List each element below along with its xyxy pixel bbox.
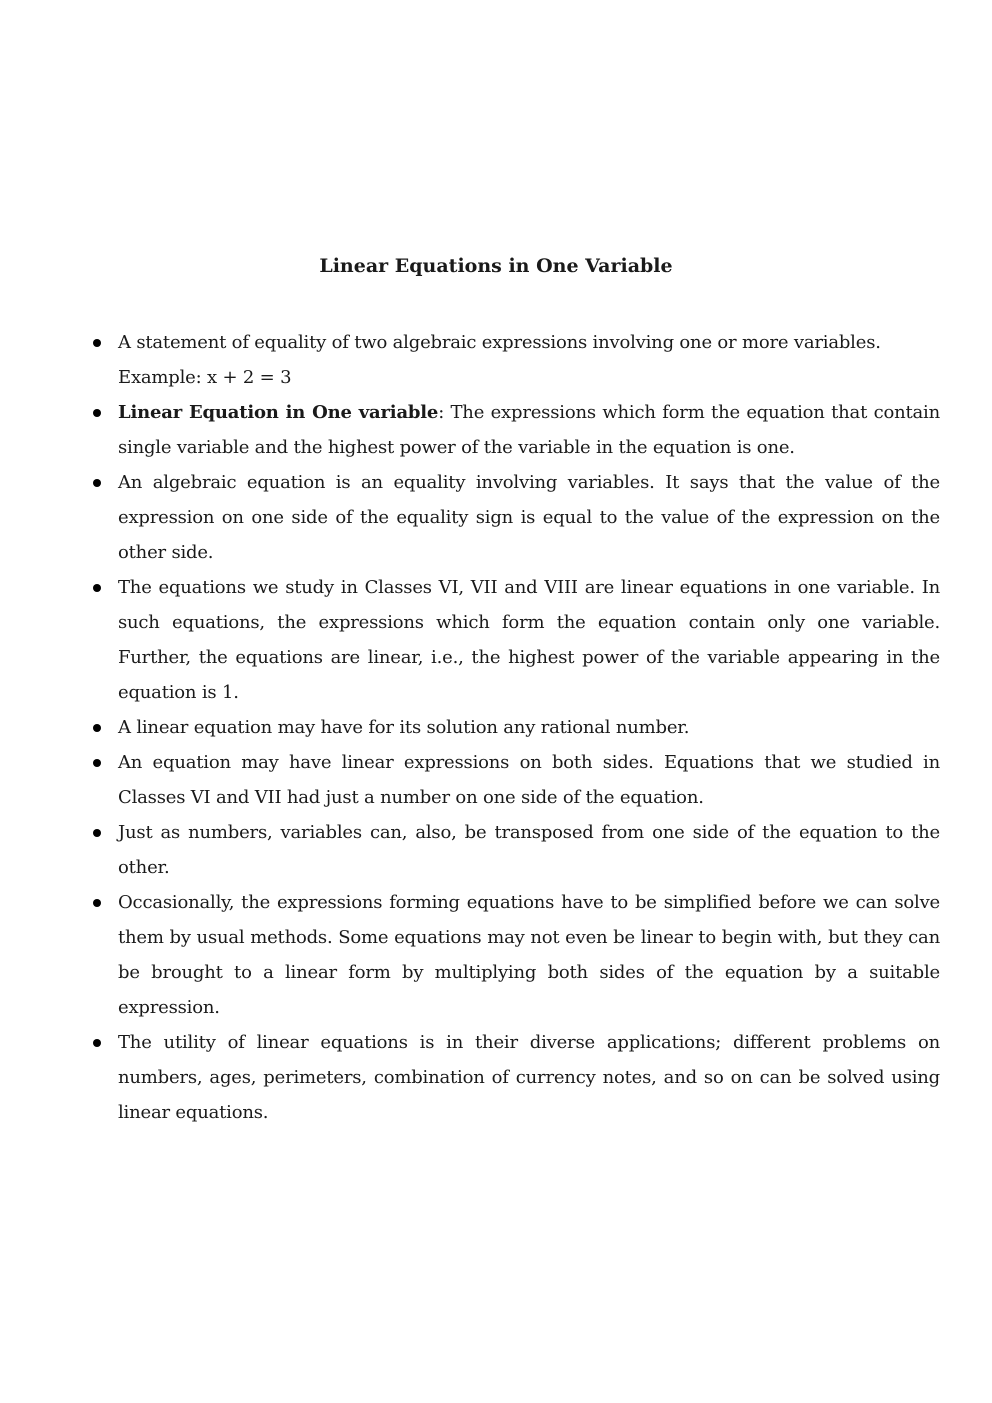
- list-item: [118, 815, 940, 885]
- list-item: [118, 395, 940, 465]
- bullet-icon: [93, 724, 101, 732]
- bullet-icon: [93, 584, 101, 592]
- list-item: [118, 325, 940, 395]
- list-item-text: An equation may have linear expressions on both sides. Equations that we studied in Classes VI and VII had just a number on one side of the equation.: [118, 752, 940, 808]
- list-item-text: : The expressions which form the equation that contain single variable and the highest power of the variable in the equation is one.: [118, 402, 940, 458]
- bullet-icon: [93, 899, 101, 907]
- list-item: [118, 710, 940, 745]
- list-item: [118, 1025, 940, 1130]
- list-item-text: The utility of linear equations is in their diverse applications; different problems on numbers, ages, perimeters, combination of currency notes, and so on can be solved using linear equations.: [118, 1032, 940, 1123]
- bullet-icon: [93, 829, 101, 837]
- list-item-text: The equations we study in Classes VI, VII and VIII are linear equations in one variable. In such equations, the expressions which form the equation contain only one variable. Further, the equations are linear, i.e., the highest power of the variable appearing in the equation is 1.: [118, 577, 940, 703]
- bullet-list: [118, 325, 940, 1130]
- list-item-text: Occasionally, the expressions forming equations have to be simplified before we can solve them by usual methods. Some equations may not even be linear to begin with, but they can be brought to a linear form by multiplying both sides of the equation by a suitable expression.: [118, 892, 940, 1018]
- bullet-icon: [93, 409, 101, 417]
- list-item-text: A linear equation may have for its solution any rational number.: [118, 717, 690, 738]
- list-item: [118, 745, 940, 815]
- list-item: [118, 465, 940, 570]
- bullet-icon: [93, 759, 101, 767]
- bullet-icon: [93, 1039, 101, 1047]
- list-item-text: A statement of equality of two algebraic expressions involving one or more variables.: [118, 332, 881, 353]
- bullet-icon: [93, 479, 101, 487]
- list-item-term: Linear Equation in One variable: [118, 402, 439, 423]
- list-item-text: Just as numbers, variables can, also, be transposed from one side of the equation to the other.: [118, 822, 940, 878]
- list-item: [118, 570, 940, 710]
- list-item: [118, 885, 940, 1025]
- list-item-example: Example: x + 2 = 3: [118, 367, 292, 388]
- page-title: Linear Equations in One Variable: [319, 255, 673, 277]
- bullet-icon: [93, 339, 101, 347]
- list-item-text: An algebraic equation is an equality involving variables. It says that the value of the expression on one side of the equality sign is equal to the value of the expression on the other side.: [118, 472, 940, 563]
